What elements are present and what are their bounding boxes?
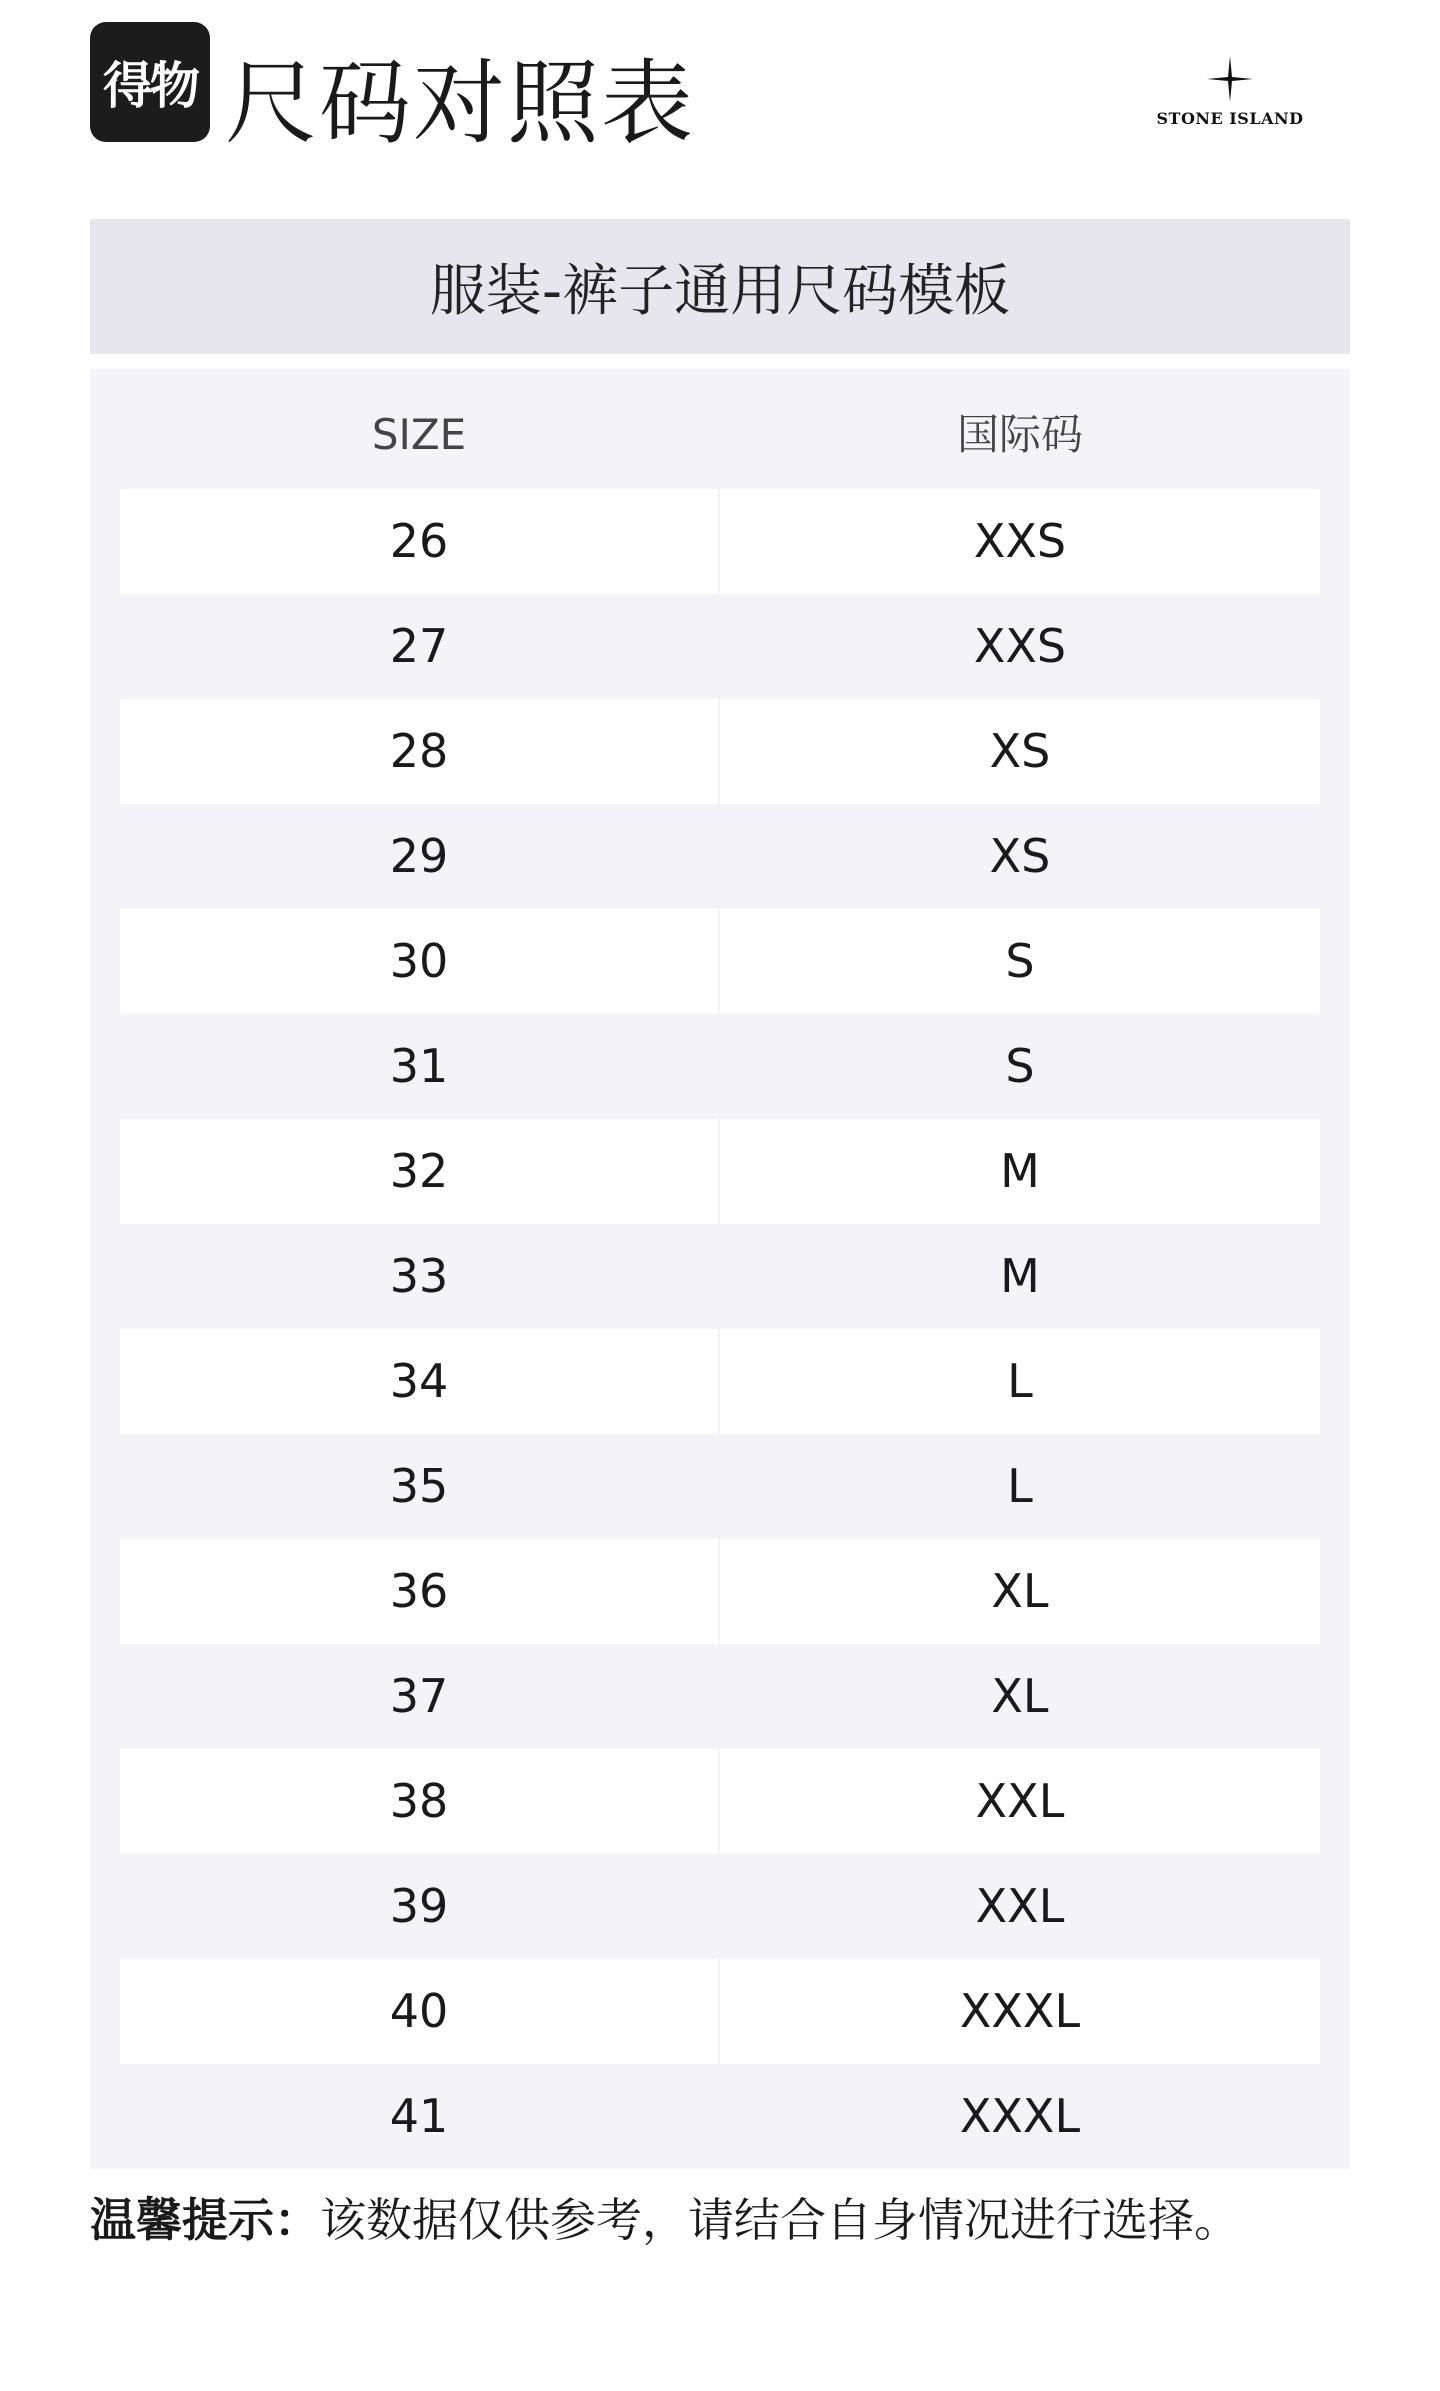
page-title: 尺码对照表 — [225, 50, 696, 157]
table-row — [120, 1224, 1320, 1329]
disclaimer-note — [90, 2185, 1240, 2255]
size-cell: 38 — [120, 1749, 718, 1854]
table-row — [120, 699, 1320, 804]
intl-size-cell: S — [720, 909, 1320, 1014]
table-row — [120, 594, 1320, 699]
intl-size-cell: S — [1005, 1039, 1035, 1093]
brand-logo — [1150, 54, 1310, 134]
intl-size-cell: XXL — [975, 1879, 1065, 1933]
table-row — [120, 489, 1320, 594]
template-title: 服装-裤子通用尺码模板 — [429, 258, 1011, 324]
intl-size-cell: L — [720, 1329, 1320, 1434]
intl-size-cell: XS — [720, 699, 1320, 804]
intl-size-cell: XL — [720, 1539, 1320, 1644]
intl-size-cell: XXXL — [720, 1959, 1320, 2064]
size-cell: 31 — [389, 1039, 449, 1093]
size-cell: 27 — [389, 619, 449, 673]
table-row — [120, 1434, 1320, 1539]
template-title-bar — [90, 219, 1350, 354]
size-cell: 41 — [389, 2089, 449, 2143]
intl-size-cell: XS — [989, 829, 1051, 883]
intl-size-cell: XXS — [973, 619, 1067, 673]
brand-name: STONE ISLAND — [1156, 109, 1304, 128]
compass-star-icon — [1205, 54, 1255, 104]
table-row — [120, 1749, 1320, 1854]
size-cell: 32 — [120, 1119, 718, 1224]
table-row — [120, 1539, 1320, 1644]
size-cell: 37 — [389, 1669, 449, 1723]
size-cell: 29 — [389, 829, 449, 883]
table-row — [120, 2064, 1320, 2169]
table-row — [120, 1014, 1320, 1119]
size-cell: 39 — [389, 1879, 449, 1933]
size-table — [90, 369, 1350, 2169]
size-cell: 28 — [120, 699, 718, 804]
size-cell: 26 — [120, 489, 718, 594]
intl-size-cell: M — [720, 1119, 1320, 1224]
size-cell: 40 — [120, 1959, 718, 2064]
column-header-international: 国际码 — [956, 410, 1083, 459]
size-cell: 30 — [120, 909, 718, 1014]
intl-size-cell: XL — [991, 1669, 1049, 1723]
table-row — [120, 1854, 1320, 1959]
intl-size-cell: XXL — [720, 1749, 1320, 1854]
table-row — [120, 1959, 1320, 2064]
app-logo: 得物 — [90, 22, 210, 142]
note-label: 温馨提示： — [90, 2193, 320, 2247]
table-row — [120, 1119, 1320, 1224]
intl-size-cell: XXXL — [959, 2089, 1081, 2143]
size-cell: 36 — [120, 1539, 718, 1644]
table-row — [120, 1329, 1320, 1434]
table-row — [120, 804, 1320, 909]
page-header — [90, 22, 1350, 172]
note-text: 该数据仅供参考，请结合自身情况进行选择。 — [320, 2193, 1240, 2247]
table-body — [120, 489, 1320, 2169]
size-cell: 33 — [389, 1249, 449, 1303]
column-header-size: SIZE — [371, 410, 467, 459]
table-row — [120, 1644, 1320, 1749]
table-row — [120, 909, 1320, 1014]
size-cell: 35 — [389, 1459, 449, 1513]
intl-size-cell: L — [1007, 1459, 1033, 1513]
size-cell: 34 — [120, 1329, 718, 1434]
intl-size-cell: M — [1000, 1249, 1040, 1303]
intl-size-cell: XXS — [720, 489, 1320, 594]
